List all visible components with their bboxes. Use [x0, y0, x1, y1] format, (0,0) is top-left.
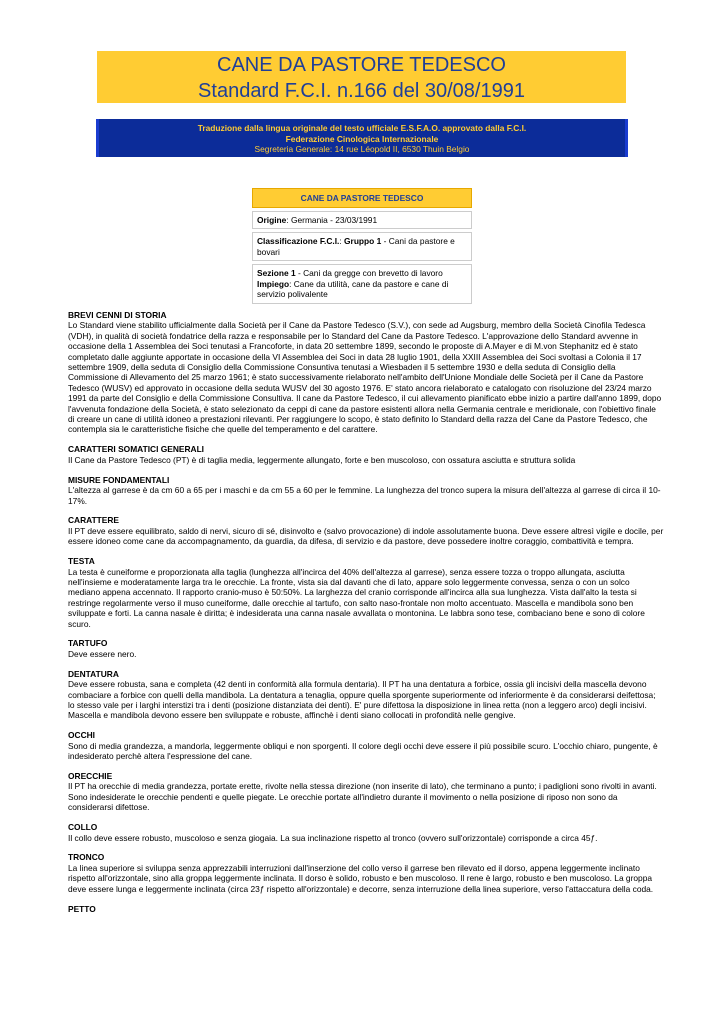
section-ears — [68, 771, 664, 813]
translation-note: Traduzione dalla lingua originale del testo ufficiale E.S.F.A.O. approvato dalla F.C.I. — [197, 123, 527, 133]
section-heading: CARATTERE — [68, 515, 120, 526]
section-body: Il PT ha orecchie di media grandezza, portate erette, rivolte nella stessa direzione (non inserite di lato), che terminano a punto; i padiglioni sono rivolti in avanti. Sono indesiderate le orecchie pendenti e quelle piegate. Le orecchie portate all'indietro durante il movimento o nella posizione di riposo non sono da considerarsi difettose. — [68, 781, 657, 813]
section-body: Il Cane da Pastore Tedesco (PT) è di taglia media, leggermente allungato, forte e ben muscoloso, con ossatura asciutta e struttura solida — [68, 454, 576, 465]
title-banner — [97, 51, 626, 103]
section-nose — [68, 638, 664, 659]
section-body: La testa è cuneiforme e proporzionata alla taglia (lunghezza all'incirca del 40% dell'altezza al garrese), senza essere tozza o troppo allungata, asciutta nell'insieme e moderatamente larga tra le orecchie. La fronte, vista sia dal davanti che di lato, appare solo leggermente convessa, senza o con un solco mediano appena accennato. Il rapporto cranio-muso è 50:50%. La larghezza del cranio corrisponde all'incirca alla sua lunghezza. Vista dall'alto la testa si restringe regolarmente verso il muso cuneiforme, dalle orecchie al tartufo, con salto naso-frontale non molto accentuato. Mascella e mandibola sono ben sviluppate e forti. La canna nasale è diritta; è indesiderata una canna nasale avvallata o montonina. Le labbra sono tese, combaciano bene e sono di colore scuro. — [68, 566, 645, 629]
section-heading: BREVI CENNI DI STORIA — [68, 310, 167, 320]
group-value: - Cani da pastore e bovari — [257, 236, 455, 257]
section-head — [68, 556, 664, 629]
section-value: - Cani da gregge con brevetto di lavoro — [295, 268, 443, 278]
section-neck — [68, 822, 664, 843]
origin-label: Origine — [257, 214, 287, 225]
group-label: Gruppo 1 — [344, 236, 382, 246]
standard-content — [68, 310, 664, 924]
section-general-appearance — [68, 444, 664, 465]
section-body: Il collo deve essere robusto, muscoloso e senza giogaia. La sua inclinazione rispetto al tronco (ovvero sull'orizzontale) corrisponde a circa 45ƒ. — [68, 832, 598, 843]
section-measurements — [68, 475, 664, 506]
classification-label: Classificazione F.C.I. — [257, 236, 340, 246]
section-heading: MISURE FONDAMENTALI — [68, 474, 170, 485]
classification-separator: : — [339, 236, 345, 246]
classification-row — [252, 232, 472, 261]
section-heading: ORECCHIE — [68, 771, 113, 782]
use-label: Impiego — [257, 278, 290, 289]
breed-info-box — [252, 188, 472, 307]
section-character — [68, 515, 664, 546]
section-heading: CARATTERI SOMATICI GENERALI — [68, 444, 205, 455]
section-body: Deve essere robusta, sana e completa (42 denti in conformità alla formula dentaria). Il PT ha una dentatura a forbice, ossia gli incisivi della mascella devono combaciare a forbice con quelli della mandibola. La dentatura a tenaglia, oppure quella sporgente superiormente od inferiormente è da considerarsi deifettosa; lo stesso vale per i larghi interstizi tra i denti (posizione distanziata dei denti). E' pure difettosa la disposizione in linea retta (non a leggero arco) degli incisivi. Mascella e mandibola devono essere ben sviluppate e robuste, affinchè i denti siano collocati in profondità nelle gengive. — [68, 679, 656, 721]
section-body: Lo Standard viene stabilito ufficialmente dalla Società per il Cane da Pastore Tedesco (S.V.), con sede ad Augsburg, membro della Società Cinofila Tedesca (VDH), in qualità di società fondatrice della razza e responsabile per lo Standard del Cane da Pastore Tedesco. L'approvazione dello Standard avvenne in occasione della 1 Assemblea dei Soci tenutasi a Francoforte, in data 20 settembre 1899, secondo le proposte di A.Mayer e di M.von Stephanitz ed è stato completato dalle aggiunte apportate in occasione della VI Assemblea dei Soci in data 28 luglio 1901, della XXIII Assemblea dei Soci svoltasi a Colonia il 17 settembre 1909, della seduta di Consiglio della Commissione Consuntiva tenutasi a Wiesbaden il 5 settembre 1930 e della seduta di Consiglio della Commissione di Allevamento del 25 marzo 1961; è stato successivamente rielaborato nell'ambito dell'Unione Mondiale delle Società per il Cane da Pastore Tedesco (WUSV) ed approvato in occasione della seduta WUSV del 30 agosto 1976. E' stato ancora rielaborato e catalogato con risoluzione del 23/24 marzo 1991 da parte del Consiglio e della Commissione Consultiva. Il cane da Pastore Tedesco, il cui allevamento pianificato ebbe inizio a partire dall'anno 1899, dopo l'avvenuta fondazione della Società, è stato selezionato da ceppi di cane da pastore esistenti allora nella Germania centrale e meridionale, con l'obiettivo finale di creare un cane di utilità idoneo a prestazioni rilevanti. Per raggiungere lo scopo, è stato definito lo Standard della razza del Cane da Pastore Tedesco, che contempla sia le caratteristiche fisiche che quelle del temperamento e del carattere. — [68, 320, 662, 435]
page-subtitle: Standard F.C.I. n.166 del 30/08/1991 — [198, 80, 525, 102]
section-heading: TESTA — [68, 556, 95, 567]
section-body: L'altezza al garrese è da cm 60 a 65 per i maschi e da cm 55 a 60 per le femmine. La lunghezza del tronco supera la misura dell'altezza al garrese di circa il 10-17%. — [68, 485, 661, 506]
origin-value: : Germania - 23/03/1991 — [286, 214, 378, 225]
section-heading: PETTO — [68, 903, 96, 914]
federation-name: Federazione Cinologica Internazionale — [285, 133, 439, 144]
section-body: Deve essere nero. — [68, 648, 137, 659]
section-body: La linea superiore si sviluppa senza apprezzabili interruzioni dall'inserzione del collo verso il garrese ben rilevato ed il dorso, appena leggermente inclinato rispetto all'orizzontale, sino alla groppa leggermente inclinata. Il dorso è solido, robusto e ben muscoloso. Il rene è largo, robusto e ben muscoloso. La groppa deve essere lunga e leggermente inclinata (circa 23ƒ rispetto all'orizzontale) e decorre, senza interruzione della linea superiore, verso l'attaccatura della coda. — [68, 862, 654, 894]
section-eyes — [68, 730, 664, 761]
section-use-row — [252, 264, 472, 304]
secretariat-address: Segreteria Generale: 14 rue Léopold II, 6530 Thuin Belgio — [254, 144, 470, 154]
section-teeth — [68, 669, 664, 721]
section-heading: TARTUFO — [68, 638, 108, 649]
publisher-banner — [96, 119, 628, 157]
use-value: : Cane da utilità, cane da pastore e cane di servizio polivalente — [257, 278, 449, 299]
section-heading: COLLO — [68, 822, 98, 833]
section-chest — [68, 904, 664, 914]
section-body: Sono di media grandezza, a mandorla, leggermente obliqui e non sporgenti. Il colore degli occhi deve essere il più possibile scuro. L'occhio chiaro, pungente, è indesiderato perchè altera l'espressione del cane. — [68, 740, 658, 762]
page-title: CANE DA PASTORE TEDESCO — [217, 54, 506, 76]
section-heading: TRONCO — [68, 852, 105, 863]
section-heading: OCCHI — [68, 730, 95, 741]
info-box-heading: CANE DA PASTORE TEDESCO — [252, 188, 472, 208]
section-label: Sezione 1 — [257, 268, 296, 278]
section-heading: DENTATURA — [68, 668, 119, 679]
section-history — [68, 310, 664, 435]
origin-row — [252, 211, 472, 230]
section-body-trunk — [68, 852, 664, 894]
section-body: Il PT deve essere equilibrato, saldo di nervi, sicuro di sé, disinvolto e (salvo provocazione) di indole assolutamente buona. Deve essere altresì vigile e docile, per essere idoneo come cane da accompagnamento, da guardia, da difesa, di servizio e da pastore, deve possedere inoltre coraggio, combattività e tempra. — [68, 525, 664, 547]
